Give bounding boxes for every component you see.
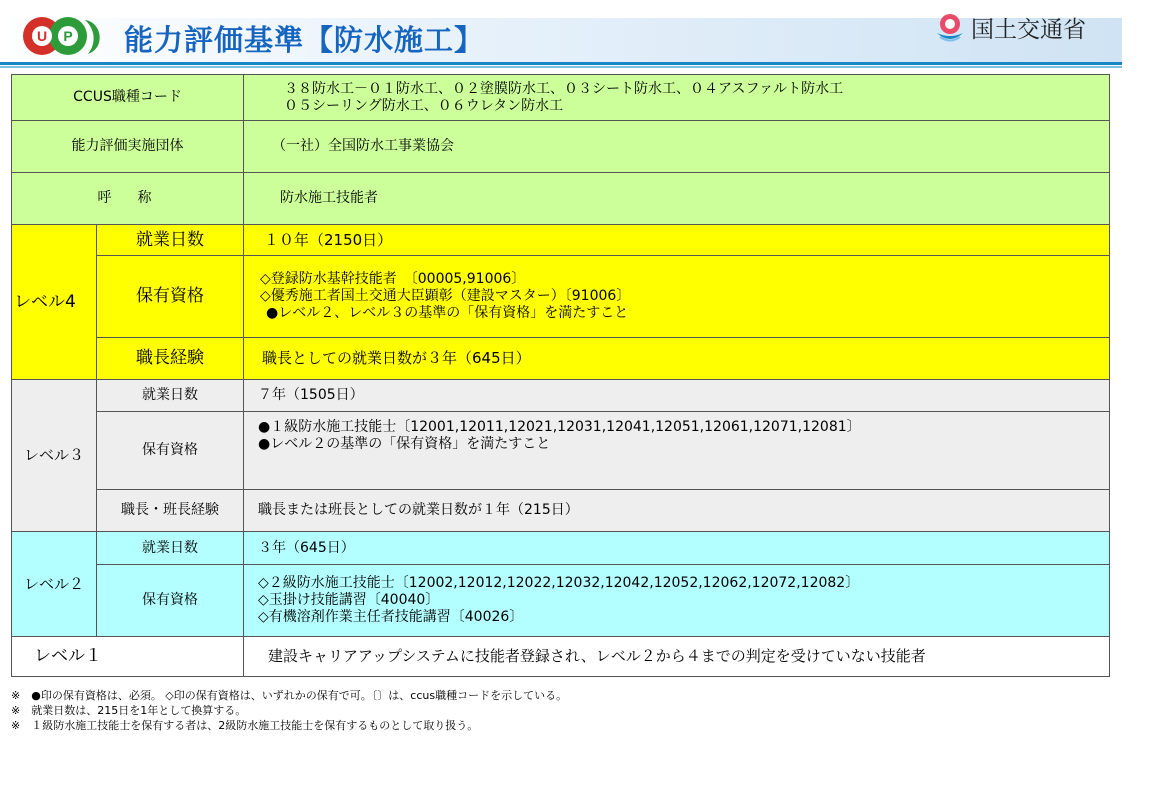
level3-days-value: ７年（1505日）	[244, 380, 1110, 412]
level2-days-value: ３年（645日）	[244, 532, 1110, 565]
level4-exp-value: 職長としての就業日数が３年（645日）	[244, 338, 1110, 380]
table-row-level2-days	[12, 532, 1110, 565]
table-row-level4-days	[12, 225, 1110, 256]
level2-qual-value	[244, 565, 1110, 637]
header-divider	[0, 62, 1122, 65]
table-row-name	[12, 173, 1110, 225]
level2-days-label: 就業日数	[97, 532, 244, 565]
table-row-level3-qual	[12, 412, 1110, 490]
ccus-code-line: ３８防水工－０１防水工、０２塗膜防水工、０３シート防水工、０４アスファルト防水工	[284, 80, 844, 97]
qualification-item: ◇２級防水施工技能士〔12002,12012,12022,12032,12042,12052,12062,12072,12082〕	[258, 575, 860, 591]
ministry-name: 国土交通省	[971, 16, 1086, 43]
footnote: ※ １級防水施工技能士を保有する者は、2級防水施工技能士を保有するものとして取り扱う。	[11, 719, 479, 732]
level3-qual-label: 保有資格	[97, 412, 244, 490]
page-title: 能力評価基準【防水施工】	[124, 23, 485, 57]
logo-letter-p: P	[63, 28, 73, 44]
table-row-level3-exp	[12, 490, 1110, 532]
name-value: 防水施工技能者	[244, 173, 1110, 225]
header-divider-light	[0, 66, 1122, 68]
qualification-item: ●レベル２、レベル３の基準の「保有資格」を満たすこと	[266, 305, 629, 321]
level1-label: レベル１	[12, 637, 244, 677]
up-logo-icon	[22, 14, 112, 58]
level3-label: レベル３	[12, 380, 97, 532]
page-header	[0, 0, 1152, 70]
ministry-logo	[935, 10, 1086, 44]
table-row-org	[12, 121, 1110, 173]
level1-value: 建設キャリアアップシステムに技能者登録され、レベル２から４までの判定を受けていない技能者	[244, 637, 1110, 677]
table-row-level4-qual	[12, 256, 1110, 338]
table-row-level2-qual	[12, 565, 1110, 637]
org-value: （一社）全国防水工事業協会	[244, 121, 1110, 173]
qualification-item: ◇玉掛け技能講習〔40040〕	[258, 592, 440, 608]
level4-days-value: １０年（2150日）	[244, 225, 1110, 256]
level3-exp-value: 職長または班長としての就業日数が１年（215日）	[244, 490, 1110, 532]
qualification-item: ◇優秀施工者国土交通大臣顕彰（建設マスター）〔91006〕	[260, 288, 631, 304]
level2-label: レベル２	[12, 532, 97, 637]
table-row-level1	[12, 637, 1110, 677]
qualification-item: ◇登録防水基幹技能者 〔00005,91006〕	[260, 271, 526, 287]
footnote: ※ 就業日数は、215日を1年として換算する。	[11, 704, 247, 717]
level4-qual-value	[244, 256, 1110, 338]
qualification-item: ●レベル２の基準の「保有資格」を満たすこと	[258, 436, 551, 452]
level3-exp-label: 職長・班長経験	[97, 490, 244, 532]
level3-days-label: 就業日数	[97, 380, 244, 412]
footnotes	[11, 688, 567, 733]
level4-qual-label: 保有資格	[97, 256, 244, 338]
qualification-item: ◇有機溶剤作業主任者技能講習〔40026〕	[258, 609, 524, 625]
mlit-emblem-icon	[935, 11, 965, 43]
logo-letter-u: U	[36, 28, 48, 44]
level4-days-label: 就業日数	[97, 225, 244, 256]
level3-qual-value	[244, 412, 1110, 490]
level4-label: レベル4	[12, 225, 97, 380]
table-row-ccus	[12, 75, 1110, 121]
name-label: 呼 称	[12, 173, 244, 225]
ccus-code-label: CCUS職種コード	[12, 75, 244, 121]
table-row-level3-days	[12, 380, 1110, 412]
ccus-code-value	[244, 75, 1110, 121]
criteria-table	[11, 74, 1110, 677]
table-row-level4-exp	[12, 338, 1110, 380]
qualification-item: ●１級防水施工技能士〔12001,12011,12021,12031,12041,12051,12061,12071,12081〕	[258, 419, 861, 435]
ccus-code-line: ０５シーリング防水工、０６ウレタン防水工	[284, 97, 564, 114]
org-label: 能力評価実施団体	[12, 121, 244, 173]
level4-exp-label: 職長経験	[97, 338, 244, 380]
level2-qual-label: 保有資格	[97, 565, 244, 637]
footnote: ※ ●印の保有資格は、必須。 ◇印の保有資格は、いずれかの保有で可。〔〕は、ccus職種コードを示している。	[11, 689, 568, 702]
